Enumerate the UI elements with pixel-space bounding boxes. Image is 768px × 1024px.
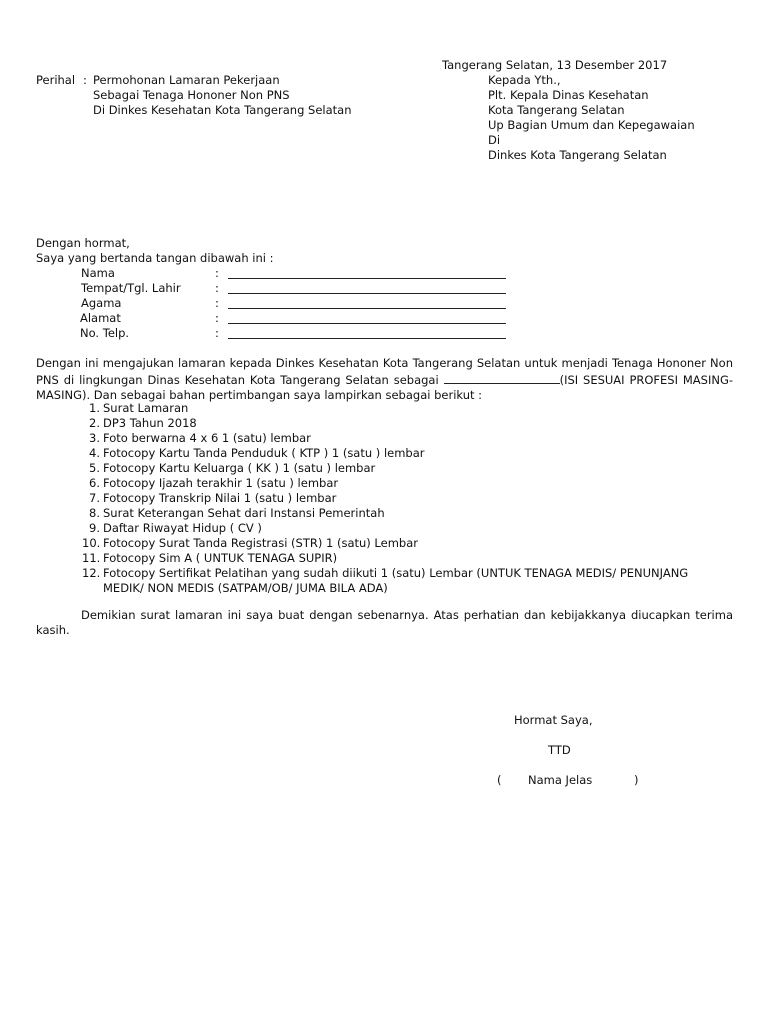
- list-item: [82, 491, 731, 506]
- list-number: 2.: [89, 416, 100, 430]
- field-label-no-telp: No. Telp.: [80, 326, 130, 340]
- field-label-tempat-tgl-lahir: Tempat/Tgl. Lahir: [81, 281, 181, 295]
- signature-regards: Hormat Saya,: [514, 713, 593, 727]
- field-label-nama: Nama: [81, 266, 115, 280]
- field-label-agama: Agama: [81, 296, 122, 310]
- list-number: 1.: [89, 401, 100, 415]
- list-item: [82, 401, 731, 416]
- intro-line: Saya yang bertanda tangan dibawah ini :: [36, 251, 274, 265]
- list-text: Fotocopy Surat Tanda Registrasi (STR) 1 (satu) Lembar: [103, 536, 418, 550]
- list-text: Fotocopy Ijazah terakhir 1 (satu ) lembar: [103, 476, 339, 490]
- subject-colon: :: [83, 73, 87, 87]
- field-blank-no-telp[interactable]: [228, 326, 506, 343]
- list-item: [82, 416, 731, 431]
- list-item: [82, 446, 731, 461]
- body-paragraph: [36, 356, 733, 403]
- field-colon: :: [215, 296, 219, 310]
- body-text-before: Dengan ini mengajukan lamaran kepada Dinkes Kesehatan Kota Tangerang Selatan untuk menjadi Tenaga Hononer Non PNS di lingkungan Dinas Kesehatan Kota Tangerang Selatan sebagai: [36, 356, 733, 387]
- closing-paragraph: Demikian surat lamaran ini saya buat dengan sebenarnya. Atas perhatian dan kebijakkanya diucapkan terima kasih.: [36, 608, 733, 637]
- list-number: 6.: [89, 476, 100, 490]
- list-text: Foto berwarna 4 x 6 1 (satu) lembar: [103, 431, 311, 445]
- list-text: DP3 Tahun 2018: [103, 416, 197, 430]
- list-item: [82, 476, 731, 491]
- list-number: 3.: [89, 431, 100, 445]
- recipient-line: Up Bagian Umum dan Kepegawaian: [488, 118, 695, 132]
- list-item: [82, 461, 731, 476]
- list-text: Fotocopy Sertifikat Pelatihan yang sudah diikuti 1 (satu) Lembar (UNTUK TENAGA MEDIS/ PENUNJANG MEDIK/ NON MEDIS (SATPAM/OB/ JUMA BILA ADA): [103, 566, 689, 595]
- recipient-line: Di: [488, 133, 501, 147]
- field-colon: :: [215, 266, 219, 280]
- greeting: Dengan hormat,: [36, 236, 130, 250]
- list-number: 4.: [89, 446, 100, 460]
- list-item: [82, 536, 731, 551]
- field-colon: :: [215, 281, 219, 295]
- recipient-line: Dinkes Kota Tangerang Selatan: [488, 148, 667, 162]
- list-text: Fotocopy Kartu Keluarga ( KK ) 1 (satu ) lembar: [103, 461, 376, 475]
- signature-open-paren: (: [497, 773, 502, 787]
- list-number: 9.: [89, 521, 100, 535]
- signature-close-paren: ): [634, 773, 639, 787]
- list-number: 5.: [89, 461, 100, 475]
- attachment-list: [82, 401, 731, 596]
- list-number: 7.: [89, 491, 100, 505]
- recipient-line: Kota Tangerang Selatan: [488, 103, 625, 117]
- subject-line: Di Dinkes Kesehatan Kota Tangerang Selatan: [93, 103, 352, 117]
- list-text: Daftar Riwayat Hidup ( CV ): [103, 521, 262, 535]
- list-item: [82, 551, 731, 566]
- list-text: Surat Keterangan Sehat dari Instansi Pemerintah: [103, 506, 385, 520]
- recipient-line: Plt. Kepala Dinas Kesehatan: [488, 88, 649, 102]
- list-text: Fotocopy Transkrip Nilai 1 (satu ) lembar: [103, 491, 337, 505]
- list-item: [82, 506, 731, 521]
- field-colon: :: [215, 326, 219, 340]
- list-number: 12.: [82, 566, 101, 580]
- body-text-after: (ISI SESUAI PROFESI MASING-MASING). Dan sebagai bahan pertimbangan saya lampirkan sebagai berikut :: [36, 373, 734, 402]
- subject-line: Sebagai Tenaga Hononer Non PNS: [93, 88, 290, 102]
- subject-line: Permohonan Lamaran Pekerjaan: [93, 73, 280, 87]
- field-label-alamat: Alamat: [80, 311, 121, 325]
- list-number: 8.: [89, 506, 100, 520]
- letter-date: Tangerang Selatan, 13 Desember 2017: [442, 58, 668, 72]
- signature-name: Nama Jelas: [528, 773, 593, 787]
- list-text: Fotocopy Kartu Tanda Penduduk ( KTP ) 1 (satu ) lembar: [103, 446, 425, 460]
- list-item: [82, 431, 731, 446]
- signature-ttd: TTD: [548, 743, 571, 757]
- list-text: Surat Lamaran: [103, 401, 189, 415]
- list-number: 10.: [82, 536, 101, 550]
- list-number: 11.: [82, 551, 101, 565]
- list-item: [82, 521, 731, 536]
- profession-blank[interactable]: [444, 371, 560, 384]
- recipient-line: Kepada Yth.,: [488, 73, 561, 87]
- field-colon: :: [215, 311, 219, 325]
- list-item: [82, 566, 731, 596]
- list-text: Fotocopy Sim A ( UNTUK TENAGA SUPIR): [103, 551, 338, 565]
- subject-label: Perihal: [36, 73, 76, 87]
